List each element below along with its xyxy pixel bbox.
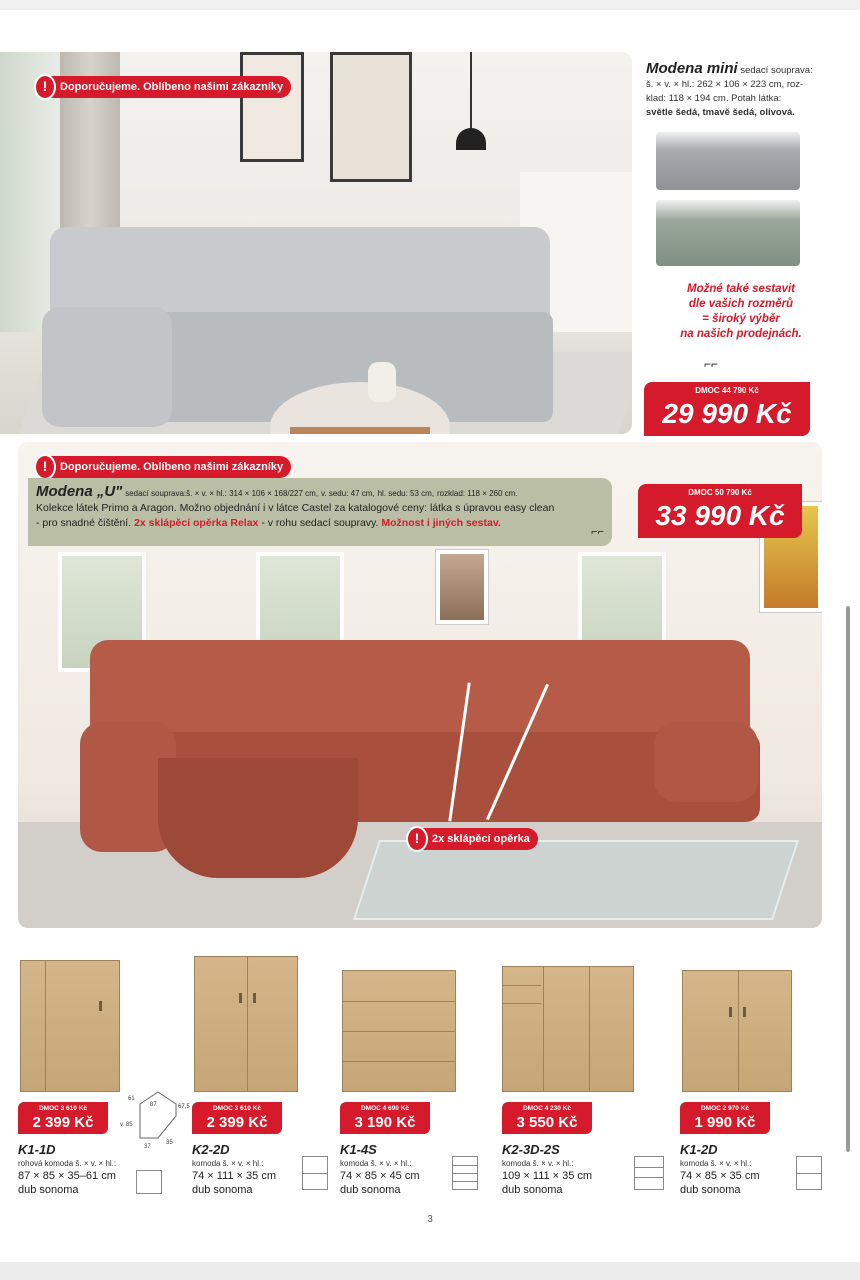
spec-dims: sedací souprava:š. × v. × hl.: 314 × 106 × 168/227 cm,	[125, 489, 319, 498]
new-price: 2 399 Kč	[32, 1114, 94, 1131]
mini-sofa-olive-photo	[656, 200, 800, 266]
schema-icon	[136, 1170, 162, 1194]
mini-sofa-grey-photo	[656, 132, 800, 190]
spec-dims: š. × v. × hl.: 262 × 106 × 223 cm, roz-	[646, 79, 804, 90]
drawer	[343, 1061, 455, 1062]
spec-rozklad: rozklad: 118 × 260 cm.	[436, 489, 518, 498]
cleaning-note: - pro snadné čištění.	[36, 517, 132, 529]
product-k2-2d	[192, 950, 362, 1210]
relax-headrest-note: 2x sklápěcí opěrka Relax	[134, 517, 259, 529]
cabinet-door	[247, 957, 248, 1091]
product-k1-4s	[340, 950, 510, 1210]
schema-dim: 67,5	[178, 1104, 190, 1110]
recommended-badge	[40, 76, 291, 98]
recline-icon: ⌐⌐	[591, 526, 604, 538]
new-price: 1 990 Kč	[694, 1114, 756, 1131]
cabinet-door	[589, 967, 590, 1091]
schema-icon	[302, 1156, 328, 1190]
price-tag	[18, 1102, 108, 1134]
note-line: na našich prodejnách.	[680, 328, 802, 340]
corner-cabinet-image	[20, 960, 120, 1092]
recline-icon: ⌐⌐	[704, 357, 719, 371]
drawer	[343, 1031, 455, 1032]
modena-mini-description	[646, 62, 856, 120]
schema-dim: 35	[166, 1140, 173, 1146]
product-desc: komoda š. × v. × hl.:	[680, 1159, 752, 1168]
pendant-lamp-icon	[456, 128, 486, 150]
schema-dim: 37	[144, 1144, 151, 1150]
price-tag	[192, 1102, 282, 1134]
new-price: 3 550 Kč	[516, 1114, 578, 1131]
product-desc: komoda š. × v. × hl.:	[192, 1159, 264, 1168]
drawer	[503, 1003, 541, 1004]
knob	[99, 1001, 102, 1011]
price-tag	[340, 1102, 430, 1134]
spec-seat-depth: hl. sedu: 53 cm,	[377, 489, 435, 498]
spec-rozklad: klad: 118 × 194 cm. Potah látka:	[646, 93, 782, 104]
schema-dim: 87	[150, 1102, 157, 1108]
top-bar	[0, 0, 860, 10]
schema-icon	[796, 1156, 822, 1190]
product-material: dub sonoma	[18, 1184, 79, 1196]
product-dims: 109 × 111 × 35 cm	[502, 1170, 593, 1182]
chest-of-drawers-image	[342, 970, 456, 1092]
cabinet-door	[45, 961, 46, 1091]
recommended-badge-text: Doporučujeme. Oblíbeno našimi zákazníky	[60, 81, 284, 93]
wall-art-left	[240, 52, 304, 162]
vase-icon	[368, 362, 396, 402]
drawer	[343, 1001, 455, 1002]
scrollbar[interactable]	[846, 606, 850, 1152]
other-sets-note: Možnost i jiných sestav.	[381, 517, 501, 529]
cabinet-door	[543, 967, 544, 1091]
product-desc: komoda š. × v. × hl.:	[340, 1159, 412, 1168]
old-price: DMOC 4 230 Kč	[522, 1105, 572, 1112]
corner-schema-icon	[118, 1086, 198, 1156]
new-price: 29 990 Kč	[662, 398, 792, 429]
product-code: K2-2D	[192, 1142, 230, 1157]
cabinet-image	[194, 956, 298, 1092]
old-price: DMOC 4 690 Kč	[360, 1105, 410, 1112]
note-line: Možné také sestavit	[686, 283, 795, 295]
product-code: K1-4S	[340, 1142, 377, 1157]
recommended-badge-text: Doporučujeme. Oblíbeno našimi zákazníky	[60, 461, 284, 473]
spec-label: sedací souprava:	[740, 65, 813, 76]
price-tag-mini	[644, 382, 810, 436]
product-name: Modena „U"	[36, 483, 123, 500]
product-dims: 74 × 85 × 45 cm	[340, 1170, 420, 1182]
product-code: K2-3D-2S	[502, 1142, 560, 1157]
page-number: 3	[427, 1214, 433, 1225]
drawer	[503, 985, 541, 986]
product-desc: komoda š. × v. × hl.:	[502, 1159, 574, 1168]
schema-icon	[452, 1156, 478, 1190]
price-tag	[502, 1102, 592, 1134]
grey-sofa-arm	[42, 307, 172, 427]
product-dims: 87 × 85 × 35–61 cm	[18, 1170, 116, 1182]
exclamation-icon: !	[406, 826, 428, 852]
sideboard-image	[502, 966, 634, 1092]
exclamation-icon: !	[34, 454, 56, 480]
product-name: Modena mini	[646, 60, 738, 77]
knob	[253, 993, 256, 1003]
terracotta-sofa-right-arm	[654, 722, 758, 802]
headrest-badge	[412, 828, 538, 850]
price-tag-u	[638, 484, 802, 538]
cabinet-door	[738, 971, 739, 1091]
new-price: 2 399 Kč	[206, 1114, 268, 1131]
product-material: dub sonoma	[192, 1184, 253, 1196]
note-line: = široký výběr	[702, 313, 780, 325]
product-material: dub sonoma	[502, 1184, 563, 1196]
wall-art-right	[330, 52, 412, 182]
terracotta-sofa-chaise	[158, 758, 358, 878]
product-dims: 74 × 85 × 35 cm	[680, 1170, 760, 1182]
product-desc: rohová komoda š. × v. × hl.:	[18, 1159, 117, 1168]
corner-note: - v rohu sedací soupravy.	[261, 517, 379, 529]
product-dims: 74 × 111 × 35 cm	[192, 1170, 276, 1182]
spec-seat-height: v. sedu: 47 cm,	[321, 489, 375, 498]
exclamation-icon: !	[34, 74, 56, 100]
headrest-badge-text: 2x sklápěcí opěrka	[432, 833, 530, 845]
recommended-badge	[40, 456, 291, 478]
old-price: DMOC 3 610 Kč	[38, 1105, 88, 1112]
product-material: dub sonoma	[340, 1184, 401, 1196]
product-code: K1-2D	[680, 1142, 718, 1157]
pendant-lamp-cord	[470, 52, 472, 130]
fabric-note: Kolekce látek Primo a Aragon. Možno objednání i v látce Castel za katalogové ceny: látka s úpravou easy clean	[36, 502, 555, 514]
schema-icon	[634, 1156, 664, 1190]
old-price: DMOC 44 790 Kč	[695, 386, 759, 395]
note-line: dle vašich rozměrů	[688, 298, 794, 310]
modena-corner-sofa-photo	[0, 52, 632, 434]
product-k1-2d	[680, 950, 850, 1210]
wall-picture	[436, 550, 488, 624]
glass-coffee-table	[353, 840, 799, 920]
custom-size-note	[636, 282, 846, 342]
schema-dim: v. 85	[120, 1122, 133, 1128]
old-price: DMOC 3 610 Kč	[212, 1105, 262, 1112]
old-price: DMOC 50 790 Kč	[688, 488, 752, 497]
cabinet-image	[682, 970, 792, 1092]
knob	[239, 993, 242, 1003]
product-code: K1-1D	[18, 1142, 56, 1157]
modena-u-description	[28, 478, 612, 546]
schema-dim: 61	[128, 1096, 135, 1102]
knob	[743, 1007, 746, 1017]
schema-outline	[140, 1092, 176, 1138]
product-k2-3d-2s	[502, 950, 672, 1210]
spec-colors: světle šedá, tmavě šedá, olivová.	[646, 107, 795, 118]
old-price: DMOC 2 970 Kč	[700, 1105, 750, 1112]
knob	[729, 1007, 732, 1017]
new-price: 3 190 Kč	[354, 1114, 416, 1131]
new-price: 33 990 Kč	[655, 500, 785, 531]
bottom-bar	[0, 1262, 860, 1280]
price-tag	[680, 1102, 770, 1134]
product-material: dub sonoma	[680, 1184, 741, 1196]
product-k1-1d	[18, 950, 188, 1210]
coffee-table-base	[290, 427, 430, 434]
